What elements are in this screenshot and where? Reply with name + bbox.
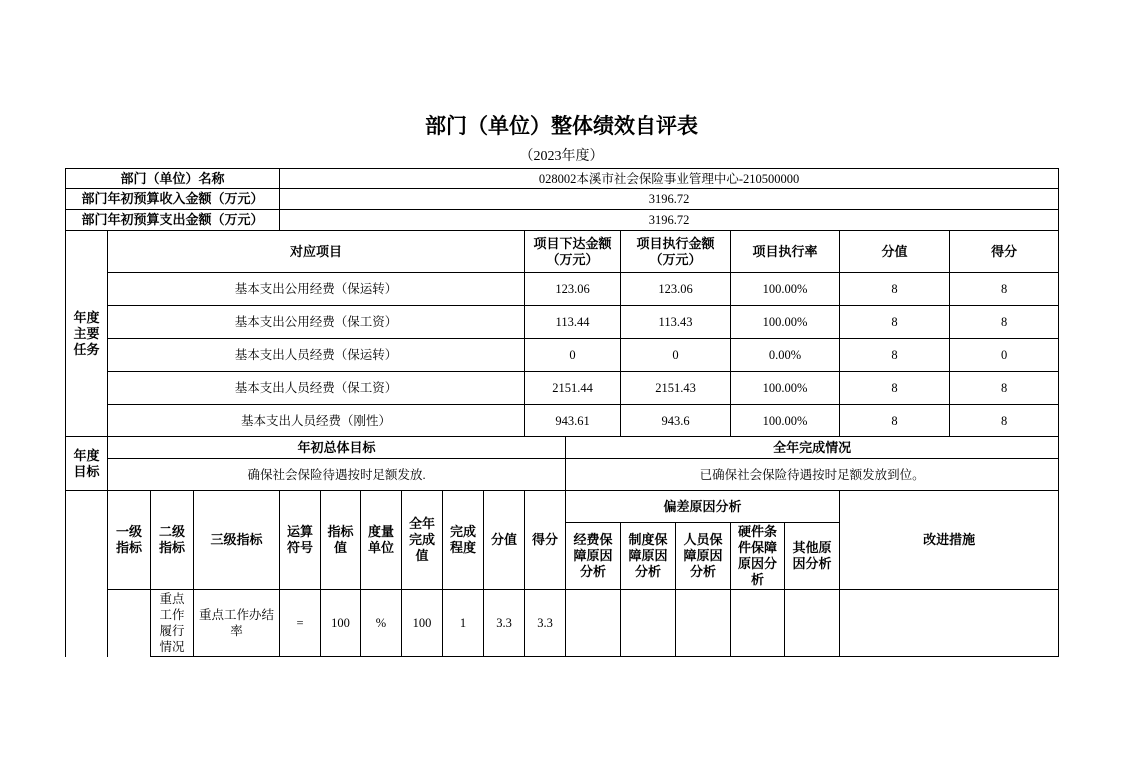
deviation-hardware-header: 硬件条件保障原因分析 bbox=[731, 523, 785, 590]
table-row bbox=[66, 306, 1059, 339]
budget-income-label: 部门年初预算收入金额（万元） bbox=[66, 189, 280, 210]
indicator-level3: 重点工作办结率 bbox=[194, 590, 280, 657]
indicators-header-level2: 二级指标 bbox=[151, 491, 194, 590]
task-item: 基本支出公用经费（保工资） bbox=[108, 306, 525, 339]
table-row bbox=[66, 405, 1059, 437]
goals-section-label: 年度目标 bbox=[66, 437, 108, 491]
task-executed: 2151.43 bbox=[621, 372, 731, 405]
task-allocated: 113.44 bbox=[525, 306, 621, 339]
indicators-header-improvement: 改进措施 bbox=[840, 491, 1059, 590]
indicator-actual: 100 bbox=[402, 590, 443, 657]
indicators-header-unit: 度量单位 bbox=[361, 491, 402, 590]
indicator-improvement bbox=[840, 590, 1059, 657]
goals-header-row bbox=[66, 437, 1059, 459]
page-title: 部门（单位）整体绩效自评表 bbox=[425, 115, 698, 138]
task-executed: 943.6 bbox=[621, 405, 731, 437]
task-score: 8 bbox=[950, 372, 1059, 405]
deviation-system-header: 制度保障原因分析 bbox=[621, 523, 676, 590]
indicator-level2: 重点工作履行情况 bbox=[151, 590, 194, 657]
task-item: 基本支出公用经费（保运转） bbox=[108, 273, 525, 306]
goals-header-completion: 全年完成情况 bbox=[566, 437, 1059, 459]
tasks-header-executed: 项目执行金额（万元） bbox=[621, 231, 731, 273]
task-item: 基本支出人员经费（保工资） bbox=[108, 372, 525, 405]
table-row bbox=[66, 339, 1059, 372]
task-executed: 123.06 bbox=[621, 273, 731, 306]
task-allocated: 123.06 bbox=[525, 273, 621, 306]
tasks-header-score: 得分 bbox=[950, 231, 1059, 273]
dept-name-row bbox=[66, 169, 1059, 189]
tasks-header-rate: 项目执行率 bbox=[731, 231, 840, 273]
tasks-header-score-value: 分值 bbox=[840, 231, 950, 273]
task-score: 8 bbox=[950, 306, 1059, 339]
dept-name-value: 028002本溪市社会保险事业管理中心-210500000 bbox=[280, 169, 1059, 189]
task-score-value: 8 bbox=[840, 339, 950, 372]
page-subtitle-year: （2023年度） bbox=[519, 149, 604, 164]
task-executed: 113.43 bbox=[621, 306, 731, 339]
indicators-header-actual: 全年完成值 bbox=[402, 491, 443, 590]
dept-name-label: 部门（单位）名称 bbox=[66, 169, 280, 189]
task-score: 8 bbox=[950, 405, 1059, 437]
tasks-header-row bbox=[66, 231, 1059, 273]
deviation-other-header: 其他原因分析 bbox=[785, 523, 840, 590]
task-item: 基本支出人员经费（刚性） bbox=[108, 405, 525, 437]
indicator-deviation-system bbox=[621, 590, 676, 657]
task-allocated: 2151.44 bbox=[525, 372, 621, 405]
indicator-target: 100 bbox=[321, 590, 361, 657]
indicators-header-score: 得分 bbox=[525, 491, 566, 590]
budget-income-row bbox=[66, 189, 1059, 210]
indicators-header-level1: 一级指标 bbox=[108, 491, 151, 590]
budget-income-value: 3196.72 bbox=[280, 189, 1059, 210]
goals-content-row bbox=[66, 459, 1059, 491]
budget-expense-value: 3196.72 bbox=[280, 210, 1059, 231]
goals-header-initial: 年初总体目标 bbox=[108, 437, 566, 459]
table-row bbox=[66, 590, 1059, 657]
indicator-deviation-hardware bbox=[731, 590, 785, 657]
tasks-header-allocated: 项目下达金额（万元） bbox=[525, 231, 621, 273]
goals-completion-text: 已确保社会保险待遇按时足额发放到位。 bbox=[566, 459, 1059, 491]
task-score: 8 bbox=[950, 273, 1059, 306]
indicators-header-row bbox=[66, 491, 1059, 523]
indicators-header-target: 指标值 bbox=[321, 491, 361, 590]
indicator-level1 bbox=[108, 590, 151, 657]
table-row bbox=[66, 273, 1059, 306]
indicators-header-deviation: 偏差原因分析 bbox=[566, 491, 840, 523]
indicator-operator: = bbox=[280, 590, 321, 657]
indicator-degree: 1 bbox=[443, 590, 484, 657]
task-rate: 100.00% bbox=[731, 273, 840, 306]
task-score: 0 bbox=[950, 339, 1059, 372]
tasks-section-label: 年度主要任务 bbox=[66, 231, 108, 437]
task-rate: 0.00% bbox=[731, 339, 840, 372]
task-score-value: 8 bbox=[840, 306, 950, 339]
task-rate: 100.00% bbox=[731, 306, 840, 339]
budget-expense-row bbox=[66, 210, 1059, 231]
table-row bbox=[66, 372, 1059, 405]
indicators-header-level3: 三级指标 bbox=[194, 491, 280, 590]
indicator-unit: % bbox=[361, 590, 402, 657]
task-executed: 0 bbox=[621, 339, 731, 372]
task-item: 基本支出人员经费（保运转） bbox=[108, 339, 525, 372]
deviation-staff-header: 人员保障原因分析 bbox=[676, 523, 731, 590]
indicator-deviation-other bbox=[785, 590, 840, 657]
task-score-value: 8 bbox=[840, 405, 950, 437]
goals-initial-text: 确保社会保险待遇按时足额发放. bbox=[108, 459, 566, 491]
indicator-score: 3.3 bbox=[525, 590, 566, 657]
tasks-header-item: 对应项目 bbox=[108, 231, 525, 273]
task-allocated: 943.61 bbox=[525, 405, 621, 437]
task-rate: 100.00% bbox=[731, 372, 840, 405]
indicators-header-degree: 完成程度 bbox=[443, 491, 484, 590]
task-score-value: 8 bbox=[840, 372, 950, 405]
indicators-section-label bbox=[66, 491, 108, 657]
budget-expense-label: 部门年初预算支出金额（万元） bbox=[66, 210, 280, 231]
indicators-header-score-value: 分值 bbox=[484, 491, 525, 590]
performance-evaluation-table bbox=[65, 168, 1059, 657]
task-allocated: 0 bbox=[525, 339, 621, 372]
task-rate: 100.00% bbox=[731, 405, 840, 437]
indicator-score-value: 3.3 bbox=[484, 590, 525, 657]
task-score-value: 8 bbox=[840, 273, 950, 306]
deviation-funding-header: 经费保障原因分析 bbox=[566, 523, 621, 590]
indicator-deviation-funding bbox=[566, 590, 621, 657]
indicator-deviation-staff bbox=[676, 590, 731, 657]
indicators-header-operator: 运算符号 bbox=[280, 491, 321, 590]
